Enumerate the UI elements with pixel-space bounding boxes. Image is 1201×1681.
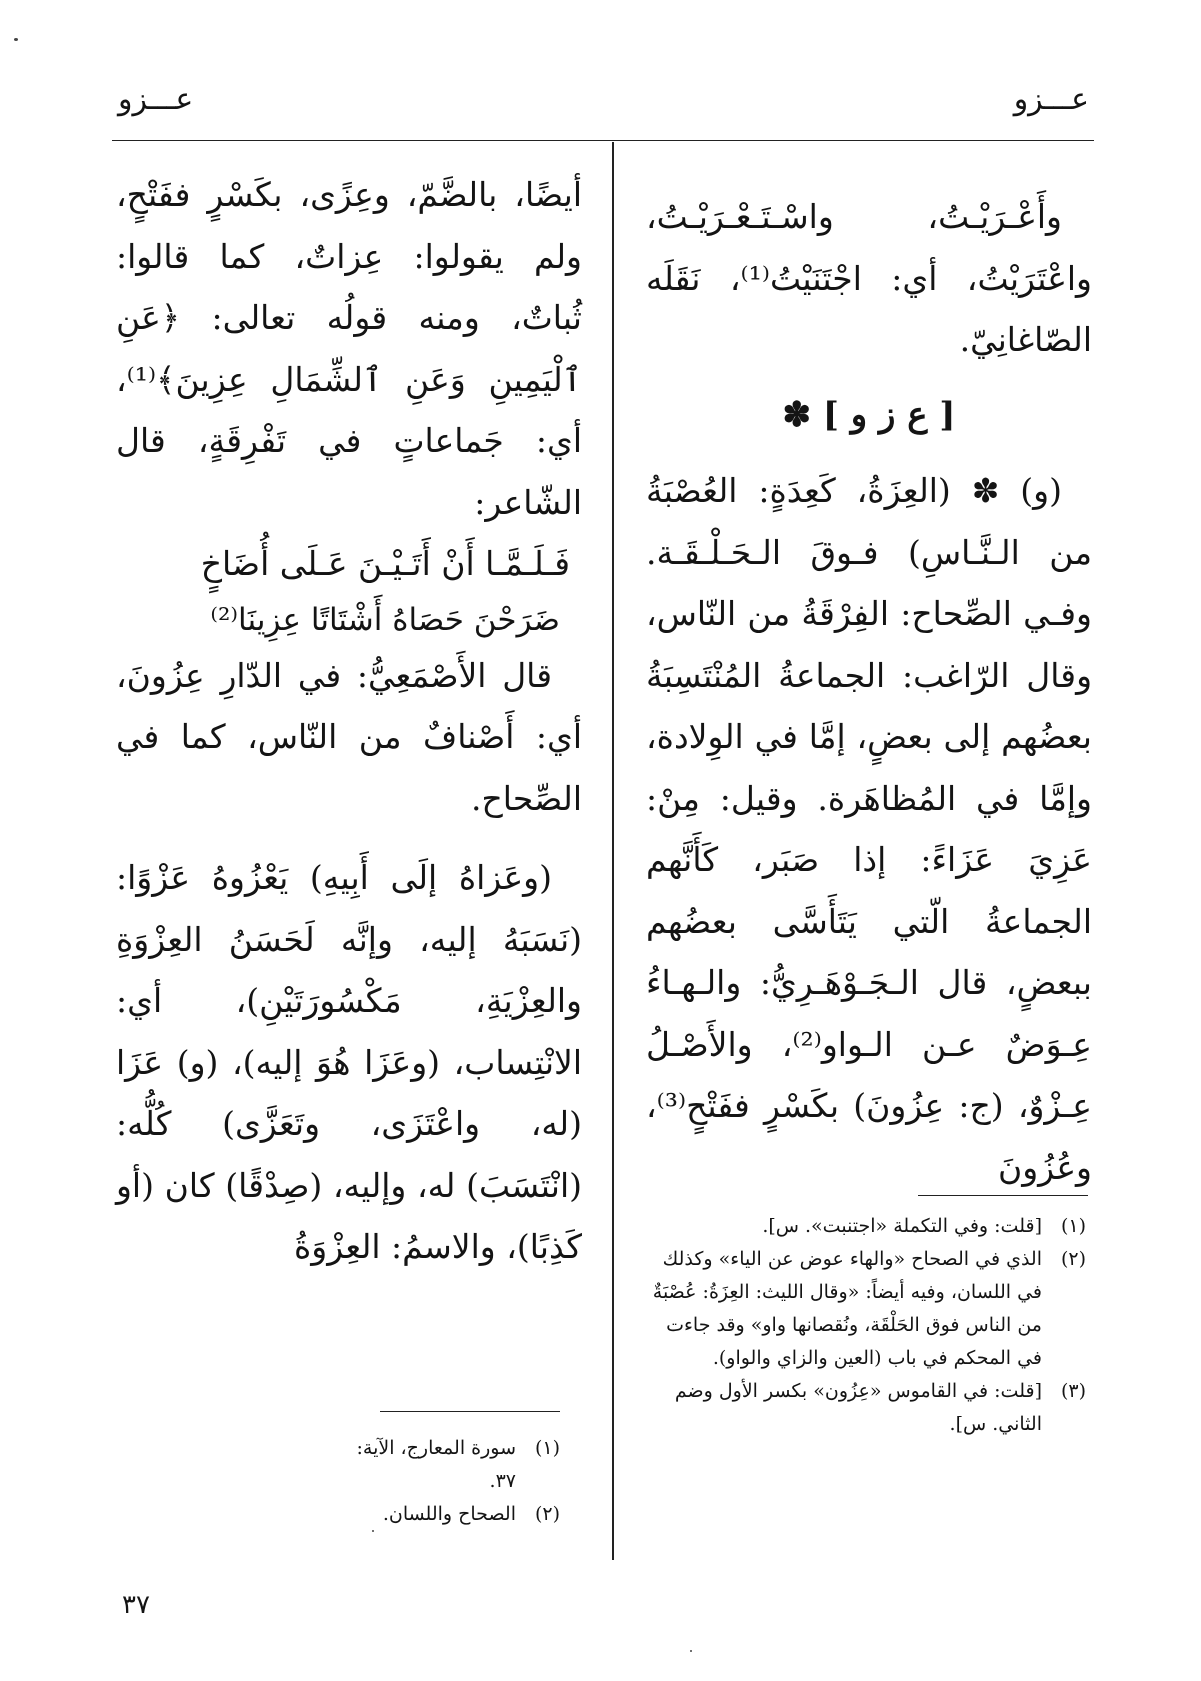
footnotes-left <box>330 1432 560 1531</box>
left-column <box>116 164 582 1278</box>
scan-speck <box>690 1650 692 1652</box>
scan-speck <box>14 38 18 41</box>
footnote-text: [قلت: في القاموس «عِزُون» بكسر الأول وضم الثاني. س]. <box>674 1380 1042 1435</box>
footnote <box>640 1210 1086 1243</box>
footnote-number: (١) <box>534 1437 560 1459</box>
header-rule <box>112 140 1094 141</box>
scan-speck <box>372 1530 374 1532</box>
poem-verse-2: ضَرَحْنَ حَصَاهُ أَشْتَاتًا عِزِينَا⁽²⁾ <box>210 601 560 638</box>
footnote <box>640 1243 1086 1375</box>
right-column <box>646 186 1092 1198</box>
right-column-paragraph-2: (و) ✽ (العِزَةُ، كَعِدَةٍ: العُصْبَةُ من الـنَّـاسِ) فـوقَ الـحَـلْـقَـة. وفـي الصِّحاح: الفِرْقَةُ من النّاس، وقال الرّاغب: الجماعةُ المُنْتَسِبَةُ بعضُهم إلى بعضٍ، إمَّا في الوِلادة، وإمَّا في المُظاهَرة. وقيل: مِنْ: عَزِيَ عَزَاءً: إذا صَبَر، كَأَنَّهم الجماعةُ الّتي يَتَأَسَّى بعضُهم ببعضٍ، قال الـجَـوْهَـرِيُّ: والـهـاءُ عِـوَضٌ عـن الـواو⁽²⁾، والأَصْـلُ عِـزْوٌ، (ج: عِزُونَ) بكَسْرٍ ففَتْحٍ⁽³⁾، وعُزُونَ <box>646 471 1092 1187</box>
footnote-text: سورة المعارج، الآية: ٣٧. <box>356 1437 516 1492</box>
footnote <box>330 1498 560 1531</box>
footnote-text: الذي في الصحاح «والهاء عوض عن الياء» وكذلك في اللسان، وفيه أيضاً: «وقال الليث: العِزَةُ: عُصْبَةٌ من الناس فوق الحَلْقَة، ونُقصانها واو» وقد جاءت في المحكم في باب (العين والزاي والواو). <box>652 1248 1042 1369</box>
running-head-right: عـــزو <box>1013 82 1089 117</box>
footnote-number: (١) <box>1060 1215 1086 1237</box>
entry-heading: [ ع ز و ] ✽ <box>782 394 956 435</box>
column-divider <box>612 142 614 1560</box>
left-column-paragraph-3: (وعَزاهُ إلَى أَبِيهِ) يَعْزُوهُ عَزْوًا: (نَسَبَهُ إليه، وإنَّه لَحَسَنُ العِزْوَةِ والعِزْيَةِ، مَكْسُورَتَيْنِ)، أي: الانْتِساب، (وعَزَا هُوَ إليه)، (و) عَزَا (له، واعْتَزَى، وتَعَزَّى) كُلُّه: (انْتَسَبَ) له، وإليه، (صِدْقًا) كان (أو كَذِبًا)، والاسمُ: العِزْوَةُ <box>116 858 582 1266</box>
footnote <box>330 1432 560 1498</box>
footnote-rule-left <box>380 1411 560 1412</box>
footnote-number: (٣) <box>1060 1380 1086 1402</box>
footnote-rule-right <box>918 1195 1088 1196</box>
footnote-text: الصحاح واللسان. <box>382 1503 516 1525</box>
page-number: ٣٧ <box>122 1590 150 1620</box>
footnote <box>640 1375 1086 1441</box>
footnote-number: (٢) <box>1060 1248 1086 1270</box>
footnote-text: [قلت: وفي التكملة «اجتنبت». س]. <box>762 1215 1042 1237</box>
left-column-paragraph-1: أيضًا، بالضَّمّ، وعِزًى، بكَسْرٍ ففَتْحٍ، ولم يقولوا: عِزاتٌ، كما قالوا: ثُباتٌ، ومنه قولُه تعالى: ﴿عَنِ ٱلْيَمِينِ وَعَنِ ٱلشِّمَالِ عِزِينَ﴾⁽¹⁾، أي: جَماعاتٍ في تَفْرِقَةٍ، قال الشّاعر: <box>116 175 582 522</box>
footnote-number: (٢) <box>534 1503 560 1525</box>
left-column-paragraph-2: قال الأَصْمَعِيُّ: في الدّارِ عِزُونَ، أي: أَصْنافٌ من النّاس، كما في الصِّحاح. <box>116 655 582 818</box>
poem-verse-1: فَـلَـمَّـا أَنْ أَتَـيْـنَ عَـلَى أُضَاخٍ <box>200 544 570 583</box>
footnotes-right <box>640 1210 1086 1441</box>
right-column-paragraph-1: وأَعْـرَيْـتُ، واسْـتَـعْـرَيْـتُ، واعْتَرَيْتُ، أي: اجْتَنَيْتُ⁽¹⁾، نَقَلَه الصّاغانِيّ. <box>646 197 1092 359</box>
running-head-left: عـــزو <box>118 82 194 117</box>
